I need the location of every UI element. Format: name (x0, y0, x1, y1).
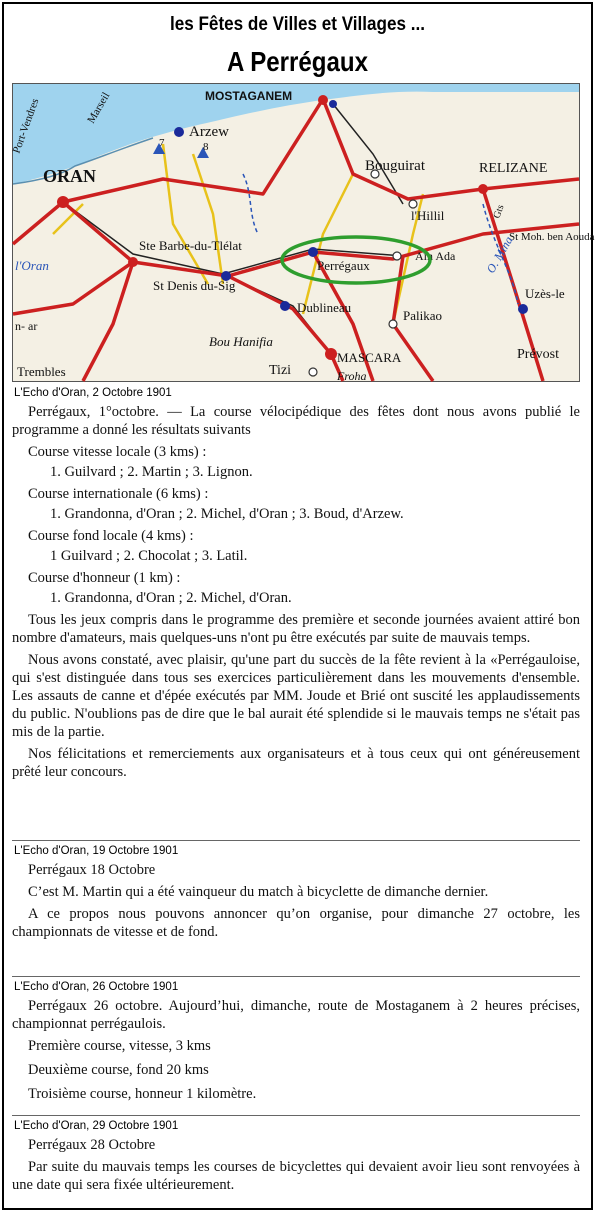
article-paragraph: Nos félicitations et remerciements aux organisateurs et à tous ceux qui ont généreusement prêté leur concours. (12, 746, 580, 780)
map-label-trembles: Trembles (17, 364, 66, 379)
article-paragraph: Tous les jeux compris dans le programme des première et seconde journées avaient attiré bon nombre d'amateurs, mais quelques-uns n'ont pu être exécutés par suite de mauvais temps. (12, 612, 580, 646)
map-label-oran: ORAN (43, 166, 96, 186)
map-label-dublineau: Dublineau (297, 300, 352, 315)
article-paragraph: Perrégaux 26 octobre. Aujourd’hui, dimanche, route de Mostaganem à 2 heures précises, championnat perrégaulois. (12, 998, 580, 1032)
article-4 (12, 1120, 580, 1198)
map-label-st-denis: St Denis du-Sig (153, 278, 236, 293)
map-label-ste-barbe: Ste Barbe-du-Tlélat (139, 238, 242, 253)
race-title: Course internationale (6 kms) : (28, 486, 209, 502)
article-paragraph: Perrégaux 18 Octobre (28, 862, 156, 878)
article-divider (12, 976, 580, 977)
map-label-ain-ada: Aïn Ada (415, 249, 456, 263)
map-label-lhillil: l'Hillil (411, 208, 445, 223)
map-label-bou-hanifia: Bou Hanifia (209, 334, 273, 349)
race-result: 1. Guilvard ; 2. Martin ; 3. Lignon. (50, 464, 253, 480)
map-label-nar: n- ar (15, 319, 38, 333)
map-label-froha: Froha (337, 369, 367, 383)
article-paragraph: Perrégaux, 1°octobre. — La course vélocipédique des fêtes dont nous avons publié le programme a donné les résultats suivants (12, 404, 580, 438)
race-title: Course d'honneur (1 km) : (28, 570, 181, 586)
article-3 (12, 981, 580, 1107)
map-label-bouguirat: Bouguirat (365, 158, 425, 174)
race-title: Course vitesse locale (3 kms) : (28, 444, 207, 460)
map-label-st-mohamed: St Moh. ben Aouda (509, 231, 595, 243)
race-result: 1. Grandonna, d'Oran ; 2. Michel, d'Oran. (50, 590, 292, 606)
map-label-marseille: Marseil (85, 90, 113, 126)
map-label-tizi: Tizi (269, 363, 292, 378)
page-title: A Perrégaux (227, 46, 368, 77)
article-divider (12, 1115, 580, 1116)
race-result: 1. Grandonna, d'Oran ; 2. Michel, d'Oran ; 3. Boud, d'Arzew. (50, 506, 404, 522)
race-title: Course fond locale (4 kms) : (28, 528, 194, 544)
article-paragraph: A ce propos nous pouvons annoncer qu’on organise, pour dimanche 27 octobre, les championnats de vitesse et de fond. (12, 906, 580, 940)
map-label-mina: O. Mina (483, 233, 516, 276)
article-source: L'Echo d'Oran, 29 Octobre 1901 (14, 1120, 179, 1132)
map-label-arzew: Arzew (189, 124, 229, 140)
map-label-loran: l'Oran (15, 258, 49, 273)
map-label-mostaganem: MOSTAGANEM (205, 89, 293, 103)
article-source: L'Echo d'Oran, 19 Octobre 1901 (14, 845, 179, 857)
map-label-uzes: Uzès-le (525, 286, 565, 301)
map-label-perregaux: Perrégaux (317, 258, 370, 273)
map-label-mascara: MASCARA (337, 350, 402, 365)
article-paragraph: Par suite du mauvais temps les courses de bicyclettes qui devaient avoir lieu sont renvoyées à une date qui sera fixée ultérieurement. (12, 1159, 580, 1193)
article-source: L'Echo d'Oran, 2 Octobre 1901 (14, 387, 172, 399)
article-paragraph: Deuxième course, fond 20 kms (28, 1062, 209, 1078)
article-paragraph: Nous avons constaté, avec plaisir, qu'une part du succès de la fête revient à la «Perrégauloise, qui s'est distinguée dans tous ses exercices particulièrement dans les mouvements d'ensemble. Les assauts de canne et d'épée exécutés par MM. Joude et Brié ont suscité les applaudissements du public. N'oublions pas de dire que le bal aurait été splendide si le mauvais temps ne s'était pas mis de la partie. (12, 652, 580, 740)
section-kicker: les Fêtes de Villes et Villages ... (169, 14, 426, 35)
article-2 (12, 845, 580, 945)
article-source: L'Echo d'Oran, 26 Octobre 1901 (14, 981, 179, 993)
map-label-prevost: Prévost (517, 347, 559, 362)
map-label-palikao: Palikao (403, 308, 442, 323)
map-label-8: 8 (203, 141, 209, 153)
map-label-7: 7 (159, 137, 165, 149)
map-label-relizane: RELIZANE (479, 161, 548, 176)
article-paragraph: Perrégaux 28 Octobre (28, 1137, 156, 1153)
article-paragraph: C’est M. Martin qui a été vainqueur du match à bicyclette de dimanche dernier. (28, 884, 489, 900)
map-label-gts: Gts (491, 203, 507, 221)
article-divider (12, 840, 580, 841)
article-paragraph: Troisième course, honneur 1 kilomètre. (28, 1086, 257, 1102)
article-paragraph: Première course, vitesse, 3 kms (28, 1038, 211, 1054)
map-label-port-vendres: Port-Vendres (10, 96, 42, 156)
race-result: 1 Guilvard ; 2. Chocolat ; 3. Latil. (50, 548, 248, 564)
region-map (10, 83, 595, 383)
article-1 (12, 387, 580, 785)
map-svg (10, 84, 595, 383)
